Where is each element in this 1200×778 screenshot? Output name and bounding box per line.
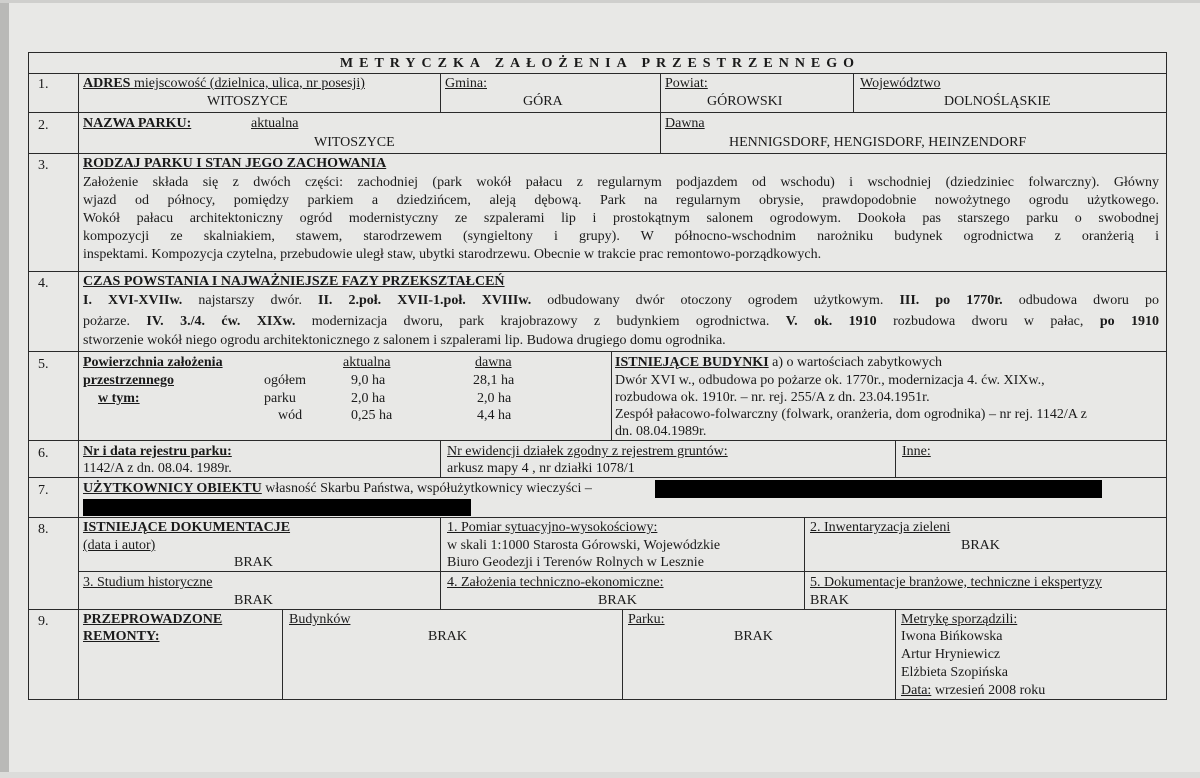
buildings-line: rozbudowa ok. 1910r. – nr. rej. 255/A z dn. 23.04.1951r. <box>615 390 930 405</box>
row-number: 9. <box>38 614 49 629</box>
wojewodztwo-label: Województwo <box>860 76 941 91</box>
description-line: Założenie składa się z dwóch części: zachodniej (park wokół pałacu z regularnym podjazdem od wschodu) i wschodniej (dziedziniec folwarczny). Główny <box>83 175 1159 190</box>
phase-4: IV. 3./4. ćw. XIXw. <box>146 314 296 329</box>
powiat-value: GÓROWSKI <box>707 94 783 109</box>
date-label: Data: <box>901 683 932 698</box>
history-line <box>83 313 1159 330</box>
renovations-label: PRZEPROWADZONE <box>83 612 223 627</box>
phase-6: po 1910 <box>1099 314 1160 329</box>
phase-5: V. ok. 1910 <box>785 314 877 329</box>
area-label-2: przestrzennego <box>83 373 174 388</box>
phase-text: modernizacja dworu, park krajobrazowy z budynkiem ogrodnictwa. <box>295 314 786 329</box>
buildings-label-main: ISTNIEJĄCE BUDYNKI <box>615 355 769 370</box>
address-label <box>83 75 365 92</box>
row-number: 6. <box>38 446 49 461</box>
area-former-value: 2,0 ha <box>477 391 512 406</box>
author-name: Artur Hryniewicz <box>901 647 1001 662</box>
other-label: Inne: <box>902 444 931 459</box>
date-value: wrzesień 2008 roku <box>931 683 1046 698</box>
current-name-label: aktualna <box>251 116 299 131</box>
documentation-sublabel: (data i autor) <box>83 538 156 553</box>
phase-2: II. 2.poł. XVII-1.poł. XVIIIw. <box>318 293 532 308</box>
history-line <box>83 292 1159 309</box>
redaction-bar <box>83 499 471 516</box>
scan-edge-left <box>0 0 9 778</box>
phase-3: III. po 1770r. <box>899 293 1003 308</box>
area-row-label: wód <box>278 408 303 423</box>
park-renovation-label: Parku: <box>628 612 665 627</box>
description-line: wjazd od północy, pomiędzy parkiem a dziedzińcem, aleją dębową. Park na regularnym obrysie, prawdopodobnie nowożytnego ogrodu użytkowego. <box>83 193 1159 208</box>
users-line <box>83 480 592 497</box>
technical-assumptions-value: BRAK <box>598 593 637 608</box>
redaction-bar <box>655 480 1102 498</box>
area-row-label: parku <box>264 391 296 406</box>
survey-label: 1. Pomiar sytuacyjno-wysokościowy: <box>447 520 658 535</box>
author-name: Elżbieta Szopińska <box>901 665 1008 680</box>
phase-text: odbudowany dwór otoczony ogrodem użytkowym. <box>531 293 900 308</box>
technical-assumptions-label: 4. Założenia techniczno-ekonomiczne: <box>447 575 664 590</box>
buildings-renovation-label: Budynków <box>289 612 351 627</box>
survey-line: w skali 1:1000 Starosta Górowski, Wojewódzkie <box>447 538 721 553</box>
area-current-value: 9,0 ha <box>351 373 386 388</box>
parcel-label: Nr ewidencji działek zgodny z rejestrem gruntów: <box>447 444 728 459</box>
row-number: 3. <box>38 158 49 173</box>
greenery-inventory-value: BRAK <box>961 538 1000 553</box>
form-title: METRYCZKA ZAŁOŻENIA PRZESTRZENNEGO <box>339 56 861 71</box>
park-name-label: NAZWA PARKU: <box>83 116 192 131</box>
phase-text: najstarszy dwór. <box>182 293 319 308</box>
authors-label: Metrykę sporządzili: <box>901 612 1018 627</box>
phase-text: odbudowa dworu po <box>1002 293 1159 308</box>
row-number: 4. <box>38 276 49 291</box>
survey-line: Biuro Geodezji i Terenów Rolnych w Lesznie <box>447 555 704 570</box>
renovations-label-2: REMONTY: <box>83 629 160 644</box>
author-name: Iwona Bińkowska <box>901 629 1003 644</box>
phase-text: pożarze. <box>83 314 147 329</box>
history-line: stworzenie wokół niego ogrodu architektonicznego z salonem i szpalerami lip. Budowa drugiego domu ogrodnika. <box>83 333 726 348</box>
row-number: 1. <box>38 77 49 92</box>
area-row-label: ogółem <box>264 373 306 388</box>
row-number: 7. <box>38 483 49 498</box>
history-label: CZAS POWSTANIA I NAJWAŻNIEJSZE FAZY PRZEKSZTAŁCEŃ <box>83 274 505 289</box>
buildings-line: Zespół pałacowo-folwarczny (folwark, oranżeria, dom ogrodnika) – nr rej. 1142/A z <box>615 407 1087 422</box>
area-former-value: 28,1 ha <box>473 373 515 388</box>
gmina-label: Gmina: <box>445 76 487 91</box>
greenery-inventory-label: 2. Inwentaryzacja zieleni <box>810 520 951 535</box>
address-label-main: ADRES <box>83 76 131 91</box>
scan-edge-top <box>0 0 1200 3</box>
w-tym-label: w tym: <box>98 391 140 406</box>
buildings-label-sub: a) o wartościach zabytkowych <box>768 355 943 370</box>
expert-docs-value: BRAK <box>810 593 849 608</box>
address-label-sub: miejscowość (dzielnica, ulica, nr posesji) <box>130 76 365 91</box>
area-current-value: 0,25 ha <box>351 408 393 423</box>
date-line <box>901 682 1045 699</box>
phase-1: I. XVI-XVIIw. <box>83 293 183 308</box>
gmina-value: GÓRA <box>523 94 563 109</box>
buildings-line: dn. 08.04.1989r. <box>615 424 707 439</box>
park-type-label: RODZAJ PARKU I STAN JEGO ZACHOWANIA <box>83 156 387 171</box>
documentation-label: ISTNIEJĄCE DOKUMENTACJE <box>83 520 291 535</box>
current-name-value: WITOSZYCE <box>314 135 395 150</box>
description-line: kompozycji ze skalniakiem, stawem, starodrzewem (syngieltony i grupy). W północno-wschodnim narożniku budynek ogrodnictwa z oranżerią i <box>83 229 1159 244</box>
row-number: 2. <box>38 118 49 133</box>
former-name-label: Dawna <box>665 116 705 131</box>
park-renovation-value: BRAK <box>734 629 773 644</box>
parcel-value: arkusz mapy 4 , nr działki 1078/1 <box>447 461 635 476</box>
area-former-header: dawna <box>475 355 512 370</box>
powiat-label: Powiat: <box>665 76 708 91</box>
address-value: WITOSZYCE <box>207 94 288 109</box>
area-current-header: aktualna <box>343 355 391 370</box>
area-current-value: 2,0 ha <box>351 391 386 406</box>
former-name-value: HENNIGSDORF, HENGISDORF, HEINZENDORF <box>729 135 1027 150</box>
users-label: UŻYTKOWNICY OBIEKTU <box>83 481 262 496</box>
buildings-renovation-value: BRAK <box>428 629 467 644</box>
buildings-label <box>615 354 942 371</box>
historical-study-value: BRAK <box>234 593 273 608</box>
scan-edge-bottom <box>0 772 1200 778</box>
registry-label: Nr i data rejestru parku: <box>83 444 232 459</box>
row-number: 5. <box>38 357 49 372</box>
description-line: inspektami. Kompozycja czytelna, przebudowie uległ staw, ubytki starodrzewu. Obecnie w trakcie prac remontowo-porządkowych. <box>83 247 822 262</box>
historical-study-label: 3. Studium historyczne <box>83 575 213 590</box>
documentation-value: BRAK <box>234 555 273 570</box>
phase-text: rozbudowa dworu w pałac, <box>876 314 1100 329</box>
expert-docs-label: 5. Dokumentacje branżowe, techniczne i ekspertyzy <box>810 575 1102 590</box>
buildings-line: Dwór XVI w., odbudowa po pożarze ok. 1770r., modernizacja 4. ćw. XIXw., <box>615 373 1045 388</box>
registry-value: 1142/A z dn. 08.04. 1989r. <box>83 461 232 476</box>
row-number: 8. <box>38 522 49 537</box>
users-value: własność Skarbu Państwa, współużytkownicy wieczyści – <box>261 481 592 496</box>
area-former-value: 4,4 ha <box>477 408 512 423</box>
wojewodztwo-value: DOLNOŚLĄSKIE <box>944 94 1051 109</box>
description-line: Wokół pałacu architektoniczny ogród modernistyczny ze szpalerami lip i prostokątnym salonem ogrodowym. Dookoła pas starszego parku o swobodnej <box>83 211 1159 226</box>
area-label: Powierzchnia założenia <box>83 355 223 370</box>
